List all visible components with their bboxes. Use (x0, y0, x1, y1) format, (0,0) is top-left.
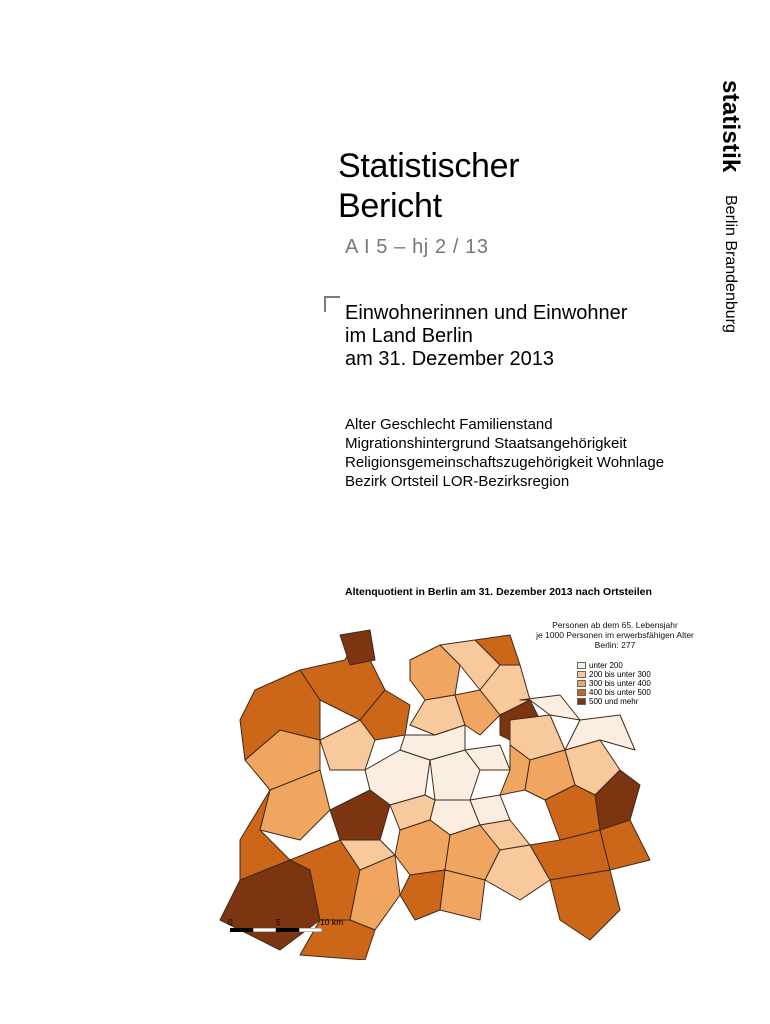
keywords-line4: Bezirk Ortsteil LOR-Bezirksregion (345, 473, 570, 490)
keywords-line1: Alter Geschlecht Familienstand (345, 416, 553, 433)
report-code: A I 5 – hj 2 / 13 (345, 236, 489, 258)
brand-vertical (706, 80, 744, 333)
subtitle-line3: am 31. Dezember 2013 (345, 348, 555, 370)
map-scalebar (228, 917, 368, 937)
keywords-block (345, 415, 664, 491)
legend-label-5: 500 und mehr (589, 697, 639, 706)
legend-label-2: 200 bis unter 300 (589, 670, 651, 679)
legend-label-4: 400 bis unter 500 (589, 688, 651, 697)
map-region (550, 870, 620, 940)
report-title-line1: Statistischer (338, 147, 520, 185)
legend-label-3: 300 bis unter 400 (589, 679, 651, 688)
report-subtitle (345, 302, 627, 371)
report-title (338, 146, 519, 226)
subtitle-line1: Einwohnerinnen und Einwohner (345, 302, 628, 324)
scale-tick-5: 5 (276, 917, 281, 927)
scale-bar-icon (230, 928, 322, 932)
legend-label-1: unter 200 (589, 661, 623, 670)
keywords-line2: Migrationshintergrund Staatsangehörigkeit (345, 435, 627, 452)
scale-tick-10: 10 km (320, 917, 344, 927)
map-subtitle-line3: Berlin: 277 (594, 640, 636, 650)
report-title-line2: Bericht (338, 187, 442, 225)
keywords-line3: Religionsgemeinschaftszugehörigkeit Wohnlage (345, 454, 665, 471)
map-title: Altenquotient in Berlin am 31. Dezember 2013 nach Ortsteilen (345, 586, 652, 598)
scale-tick-0: 0 (228, 917, 233, 927)
map-subtitle-line2: je 1000 Personen im erwerbsfähigen Alter (536, 630, 694, 640)
brand-secondary: Berlin Brandenburg (722, 194, 739, 333)
subtitle-line2: im Land Berlin (345, 325, 473, 347)
berlin-choropleth-map (200, 620, 660, 960)
map-region (400, 870, 445, 920)
corner-mark-icon (324, 296, 340, 312)
brand-primary: statistik (717, 80, 744, 173)
map-subtitle-line1: Personen ab dem 65. Lebensjahr (552, 620, 678, 630)
